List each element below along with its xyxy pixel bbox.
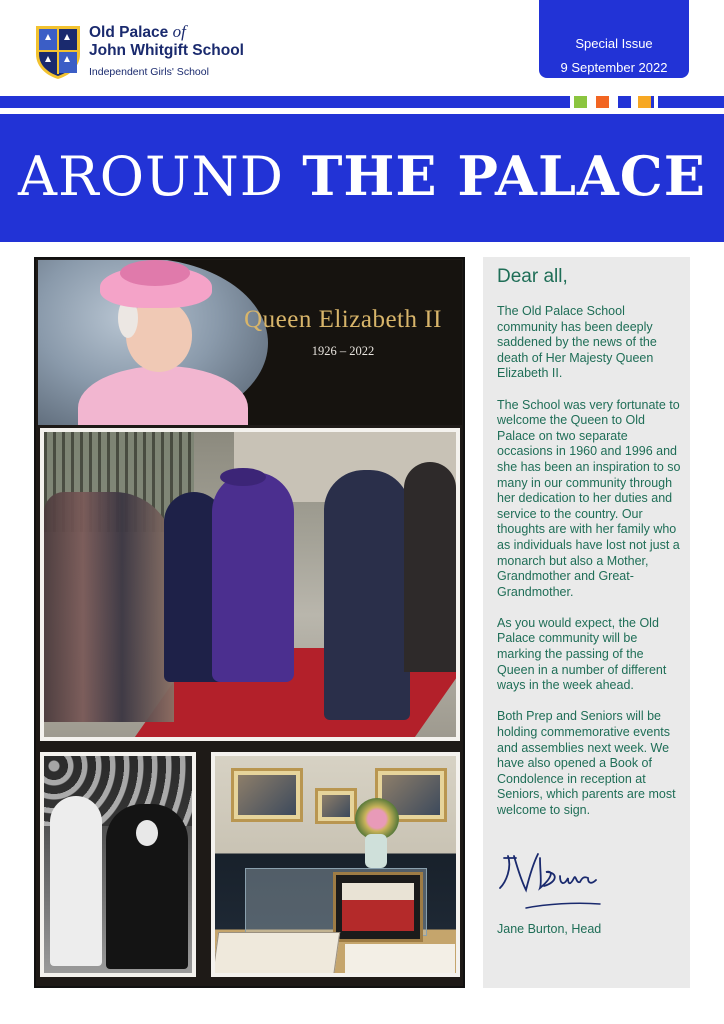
accent-square-blue xyxy=(618,96,631,108)
condolence-book-photo xyxy=(211,752,460,977)
issue-badge xyxy=(539,0,689,78)
school-name-line2: John Whitgift School xyxy=(89,42,244,59)
framed-group-photo xyxy=(333,872,423,942)
queen-hat-flowers xyxy=(120,260,190,286)
royal-visit-photo xyxy=(40,428,460,741)
school-subtitle: Independent Girls' School xyxy=(89,66,209,78)
tribute-title: Queen Elizabeth II xyxy=(244,306,442,333)
tribute-panel xyxy=(38,260,462,425)
figure-man-background xyxy=(404,462,456,672)
tribute-years: 1926 – 2022 xyxy=(311,344,375,358)
newsletter-title-bold: THE PALACE xyxy=(302,144,706,208)
school-name xyxy=(89,23,244,60)
letter-body xyxy=(497,304,683,834)
framed-photo-left xyxy=(231,768,303,822)
handwritten-signature xyxy=(496,848,606,914)
queen-portrait-photo xyxy=(38,260,268,425)
letter-greeting: Dear all, xyxy=(497,266,568,287)
royal-visit-scene xyxy=(44,432,456,737)
glass-vase xyxy=(365,834,387,868)
open-book xyxy=(215,932,340,973)
accent-squares-gap-end xyxy=(654,96,658,108)
school-crest-logo xyxy=(34,24,82,80)
issue-label: Special Issue xyxy=(575,36,653,51)
letter-paragraph: As you would expect, the Old Palace community will be marking the passing of the Queen in a number of different ways in the week ahead. xyxy=(497,615,667,693)
newsletter-title xyxy=(0,143,724,210)
school-name-old-palace: Old Palace xyxy=(89,24,173,41)
school-name-line1 xyxy=(89,24,186,41)
figure-queen-purple xyxy=(212,472,294,682)
condolence-display-scene xyxy=(215,756,456,973)
issue-date: 9 September 2022 xyxy=(560,60,668,75)
letter-paragraph: Both Prep and Seniors will be holding commemorative events and assemblies next week. We have also opened a Book of Condolence in reception at Seniors, which parents are most welcome to sign. xyxy=(497,709,676,817)
historic-visit-photo xyxy=(40,752,196,977)
figure-queen-hat xyxy=(220,468,266,486)
newsletter-title-light: AROUND xyxy=(18,145,303,208)
accent-square-yellow xyxy=(638,96,651,108)
letter-paragraph: The School was very fortunate to welcome the Queen to Old Palace on two separate occasions in 1960 and 1996 and she has been an inspiration to so many in our community through her dedication to her duties and service to the country. Our thoughts are with her family who as individuals have lost not just a monarch but also a Mother, Grandmother and Great-Grandmother. xyxy=(497,397,681,599)
condolence-book xyxy=(345,944,455,973)
letter-paragraph: The Old Palace School community has been deeply saddened by the news of the death of Her Majesty Queen Elizabeth II. xyxy=(497,304,657,381)
historic-visit-scene xyxy=(44,756,192,973)
accent-square-orange xyxy=(596,96,609,108)
school-name-of: of xyxy=(172,22,186,41)
framed-photo-small xyxy=(315,788,357,824)
figure-man-suit xyxy=(324,470,410,720)
nun-face xyxy=(136,820,158,846)
letter-sign-off: Jane Burton, Head xyxy=(497,922,602,936)
historic-queen-figure xyxy=(50,796,102,966)
accent-square-green xyxy=(574,96,587,108)
queen-coat xyxy=(78,366,248,425)
crowd-of-pupils xyxy=(44,492,174,722)
